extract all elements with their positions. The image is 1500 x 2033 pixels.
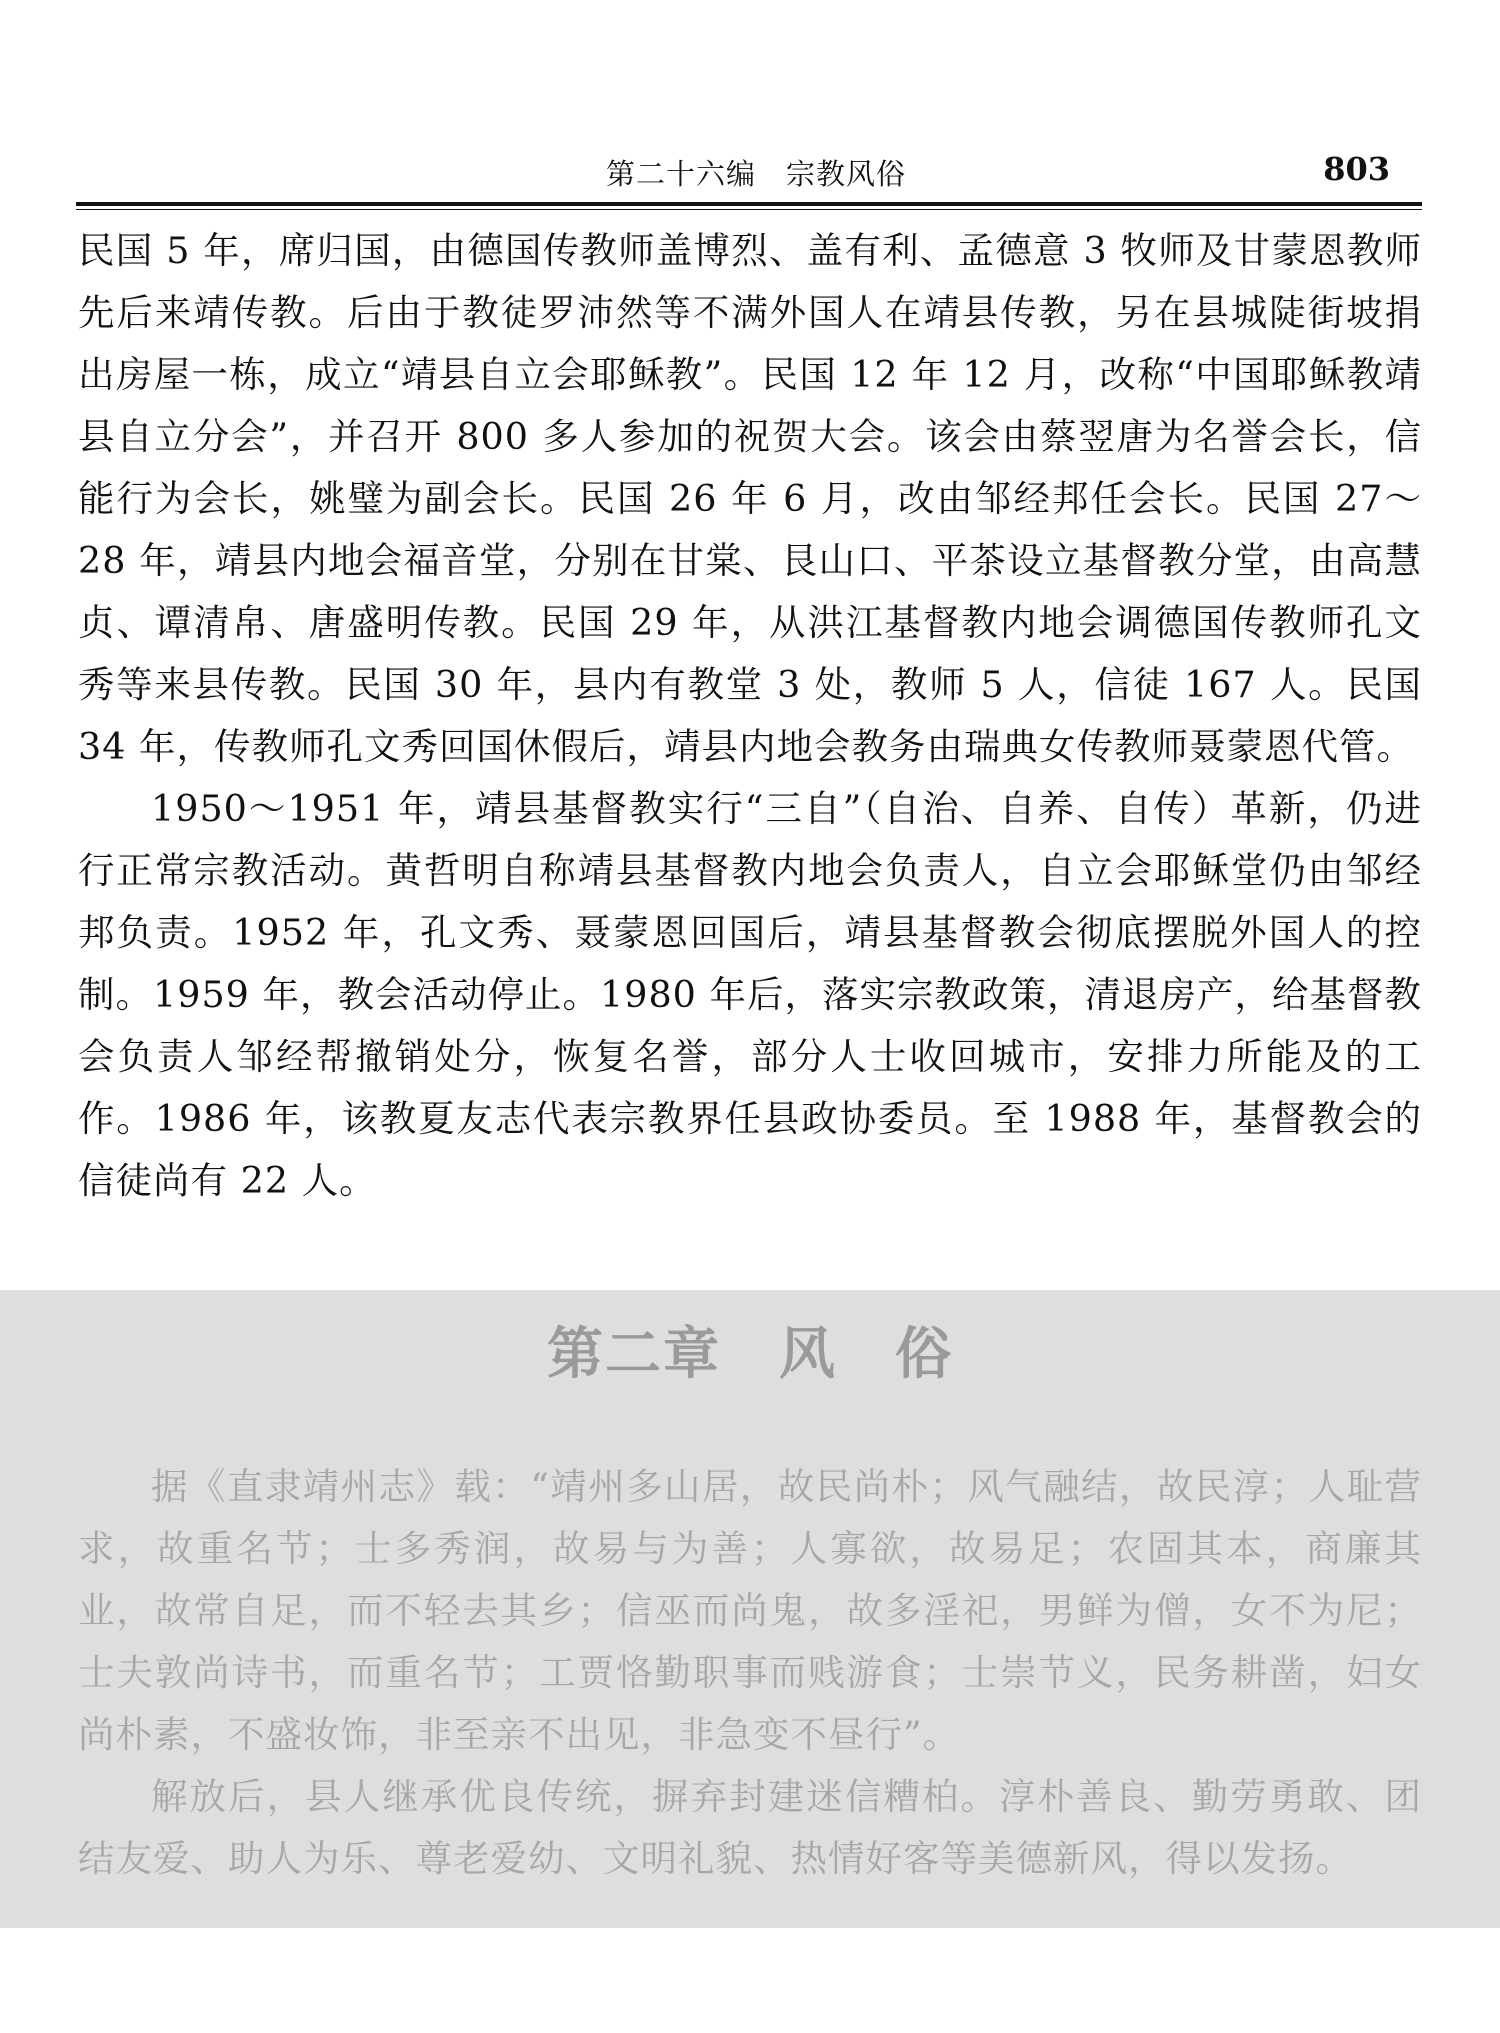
body-paragraph: 民国 5 年，席归国，由德国传教师盖博烈、盖有利、孟德意 3 牧师及甘蒙恩教师先后来靖传教。后由于教徒罗沛然等不满外国人在靖县传教，另在县城陡街坡捐出房屋一栋，成立“靖县自立会耶稣教”。民国 12 年 12 月，改称“中国耶稣教靖县自立分会”，并召开 800 多人参加的祝贺大会。该会由蔡翌唐为名誉会长，信能行为会长，姚璧为副会长。民国 26 年 6 月，改由邹经邦任会长。民国 27～28 年，靖县内地会福音堂，分别在甘棠、艮山口、平茶设立基督教分堂，由高慧贞、谭清帛、唐盛明传教。民国 29 年，从洪江基督教内地会调德国传教师孔文秀等来县传教。民国 30 年，县内有教堂 3 处，教师 5 人，信徒 167 人。民国 34 年，传教师孔文秀回国休假后，靖县内地会教务由瑞典女传教师聂蒙恩代管。 xyxy=(78,229,1422,768)
header-rule-thin xyxy=(76,209,1422,210)
chapter-text xyxy=(78,1456,1422,1890)
body-text xyxy=(78,220,1422,1212)
chapter-paragraph: 据《直隶靖州志》载：“靖州多山居，故民尚朴；风气融结，故民淳；人耻营求，故重名节；士多秀润，故易与为善；人寡欲，故易足；农固其本，商廉其业，故常自足，而不轻去其乡；信巫而尚鬼，故多淫祀，男鲜为僧，女不为尼；士夫敦尚诗书，而重名节；工贾恪勤职事而贱游食；士崇节义，民务耕凿，妇女尚朴素，不盛妆饰，非至亲不出见，非急变不昼行”。 xyxy=(78,1465,1422,1756)
body-paragraph: 1950～1951 年，靖县基督教实行“三自”（自治、自养、自传）革新，仍进行正常宗教活动。黄哲明自称靖县基督教内地会负责人，自立会耶稣堂仍由邹经邦负责。1952 年，孔文秀、聂蒙恩回国后，靖县基督教会彻底摆脱外国人的控制。1959 年，教会活动停止。1980 年后，落实宗教政策，清退房产，给基督教会负责人邹经帮撤销处分，恢复名誉，部分人士收回城市，安排力所能及的工作。1986 年，该教夏友志代表宗教界任县政协委员。至 1988 年，基督教会的信徒尚有 22 人。 xyxy=(78,787,1422,1202)
chapter-title: 第二章 风 俗 xyxy=(547,1322,953,1387)
page-number: 803 xyxy=(1323,150,1390,188)
running-header xyxy=(76,150,1422,198)
chapter-paragraph: 解放后，县人继承优良传统，摒弃封建迷信糟柏。淳朴善良、勤劳勇敢、团结友爱、助人为乐、尊老爱幼、文明礼貌、热情好客等美德新风，得以发扬。 xyxy=(78,1775,1422,1880)
header-rule-thick xyxy=(76,202,1422,206)
running-header-title: 第二十六编 宗教风俗 xyxy=(606,157,907,191)
